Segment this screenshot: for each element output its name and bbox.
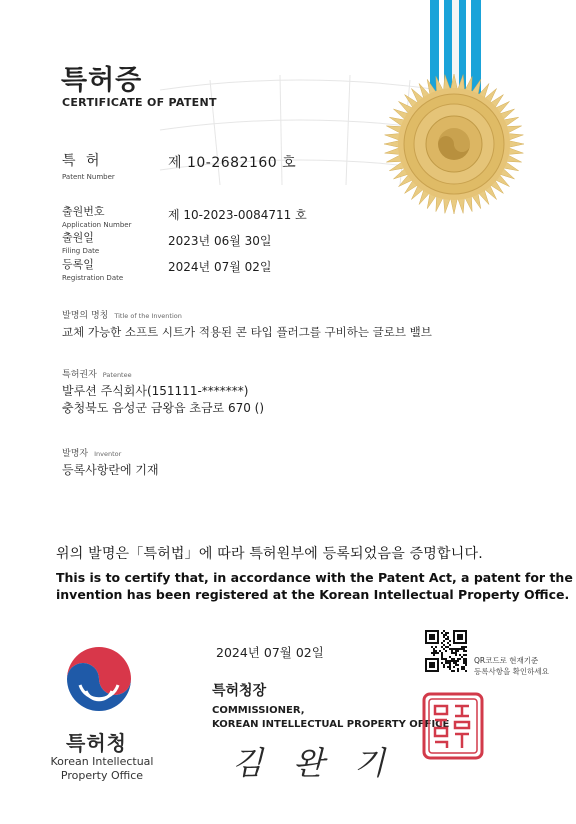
filing-date-value: 2023년 06월 30일 [168, 234, 272, 248]
patentee-address: 충청북도 음성군 금왕읍 초금로 670 () [62, 401, 265, 415]
invention-label [62, 308, 182, 321]
invention-title: 교체 가능한 소프트 시트가 적용된 콘 타입 플러그를 구비하는 글로브 밸브 [62, 325, 432, 339]
application-number-label [62, 203, 131, 229]
certificate-title: 특허증 [61, 65, 143, 96]
official-stamp [422, 692, 484, 760]
application-number-value: 제 10-2023-0084711 호 [168, 208, 307, 222]
registration-date-label-ko: 등록일 [62, 258, 94, 271]
inventor-label-ko: 발명자 [62, 449, 89, 459]
office-name-en [49, 755, 155, 783]
application-number-label-ko: 출원번호 [62, 205, 105, 218]
registration-date-value: 2024년 07월 02일 [168, 260, 272, 274]
qr-note-line2: 등록사항을 확인하세요 [474, 667, 549, 676]
office-name-en-line2: Property Office [60, 769, 144, 782]
registration-date-label-en: Registration Date [62, 274, 124, 282]
patentee-label-en: Patentee [102, 371, 132, 379]
statement-en-line1: This is to certify that, in accordance with the Patent Act, a patent for the [56, 570, 573, 585]
registration-date-label [62, 256, 123, 282]
patent-number-label-en: Patent Number [62, 173, 115, 181]
invention-label-en: Title of the Invention [114, 312, 182, 320]
office-name-en-line1: Korean Intellectual [50, 755, 154, 768]
patent-number-label-ko: 특 허 [62, 153, 103, 169]
inventor-label-en: Inventor [94, 450, 122, 458]
qr-note-line1: QR코드로 현재기준 [474, 656, 539, 665]
filing-date-label-ko: 출원일 [62, 231, 94, 244]
patentee-label-ko: 특허권자 [62, 370, 97, 380]
signatory-title-en-line2: KOREAN INTELLECTUAL PROPERTY OFFICE [212, 719, 450, 730]
certificate-subtitle: CERTIFICATE OF PATENT [62, 96, 217, 109]
patentee-name: 발루션 주식회사(151111-*******) [62, 384, 249, 398]
statement-en-line2: invention has been registered at the Korean Intellectual Property Office. [56, 587, 570, 602]
inventor-label [62, 446, 121, 459]
statement-ko: 위의 발명은「특허법」에 따라 특허원부에 등록되었음을 증명합니다. [56, 546, 483, 562]
office-name-ko: 특허청 [66, 731, 127, 755]
patent-number-label [62, 150, 115, 181]
kipo-logo-icon [62, 645, 136, 719]
gold-seal [382, 72, 526, 216]
application-number-label-en: Application Number [62, 221, 132, 229]
qr-note [474, 655, 549, 677]
patentee-label [62, 367, 132, 380]
signatory-title-en-line1: COMMISSIONER, [212, 705, 305, 716]
filing-date-label-en: Filing Date [62, 247, 100, 255]
issue-date: 2024년 07월 02일 [216, 645, 324, 660]
filing-date-label [62, 229, 99, 255]
signatory-title-ko: 특허청장 [212, 683, 267, 699]
patent-number-value: 제 10-2682160 호 [168, 155, 297, 171]
invention-label-ko: 발명의 명칭 [62, 311, 109, 321]
signatory-title-en [212, 704, 449, 732]
qr-code [425, 630, 467, 672]
inventor-value: 등록사항란에 기재 [62, 463, 159, 477]
signature: 김 완 기 [232, 744, 396, 782]
